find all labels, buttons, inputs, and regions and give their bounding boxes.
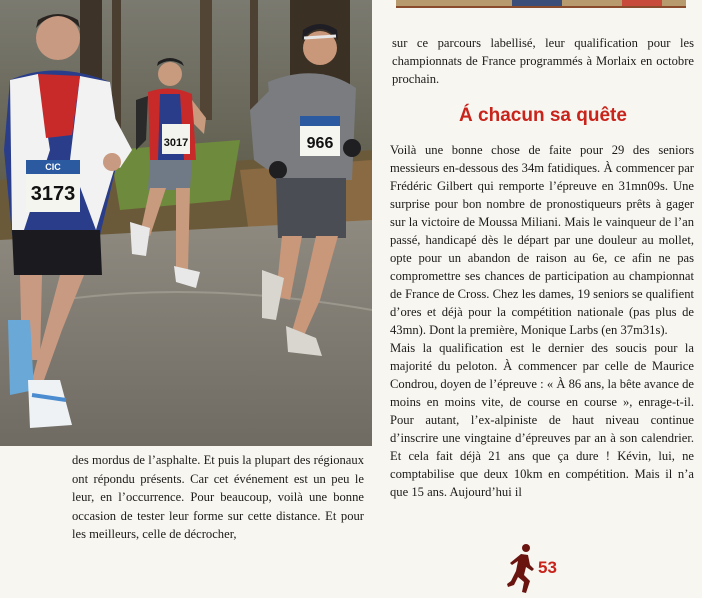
bib-number-middle: 3017	[163, 137, 189, 149]
page-number: 53	[538, 558, 557, 577]
bib-number-left: 3173	[30, 183, 76, 205]
race-photo	[0, 0, 372, 446]
section-heading: Á chacun sa quête	[459, 105, 627, 126]
runner-icon	[506, 543, 536, 595]
body-paragraph-1: Voilà une bonne chose de faite pour 29 des seniors messieurs en-dessous des 34m fatidiques. À commencer par Frédéric Gilbert qui remporte l’épreuve en 31mn09s. Une surprise pour bon nombre de pronostiqueurs prêts à gager sur la victoire de Moussa Miliani. Mais le vainqueur de l’an passé, handicapé dès le départ par une douleur au mollet, opte pour un abandon de raison au 6e, ce afin ne pas compromettre ses chances de participation au championnat de France de Cross. Chez les dames, 19 seniors se qualifient d’ores et déjà pour la compétition nationale (pas plus de 43mn). Dont la première, Monique Larbs (en 37m31s).	[390, 143, 694, 337]
right-column-top-paragraph: sur ce parcours labellisé, leur qualification pour les championnats de France programmés à Morlaix en octobre prochain.	[392, 36, 694, 87]
right-column-body	[390, 141, 694, 501]
bib-caption-left: CIC	[45, 162, 61, 172]
bib-number-right: 966	[306, 135, 334, 152]
left-column-paragraph: des mordus de l’asphalte. Et puis la plupart des régionaux ont répondu présents. Car cet événement est un peu le leur, en l’occurrence. Pour beaucoup, voilà une bonne occasion de tester leur forme sur cette distance. Et pour les meilleurs, celle de décrocher,	[72, 453, 364, 542]
race-photo-illustration	[0, 0, 372, 446]
top-image-strip	[392, 0, 702, 20]
body-paragraph-2: Mais la qualification est le dernier des soucis pour la majorité du peloton. À commencer par celle de Maurice Condrou, doyen de l’épreuve : « À 86 ans, la bête avance de moins en moins vite, de course en course », enrage-t-il. Pour autant, l’ex-alpiniste de haut niveau continue d’inscrire une vingtaine d’épreuves par an à son calendrier. Et cela fait déjà 21 ans que ça dure ! Kévin, lui, ne comptabilise que deux 10km en compétition. Mais il n’a que 15 ans. Aujourd’hui il	[390, 341, 694, 499]
